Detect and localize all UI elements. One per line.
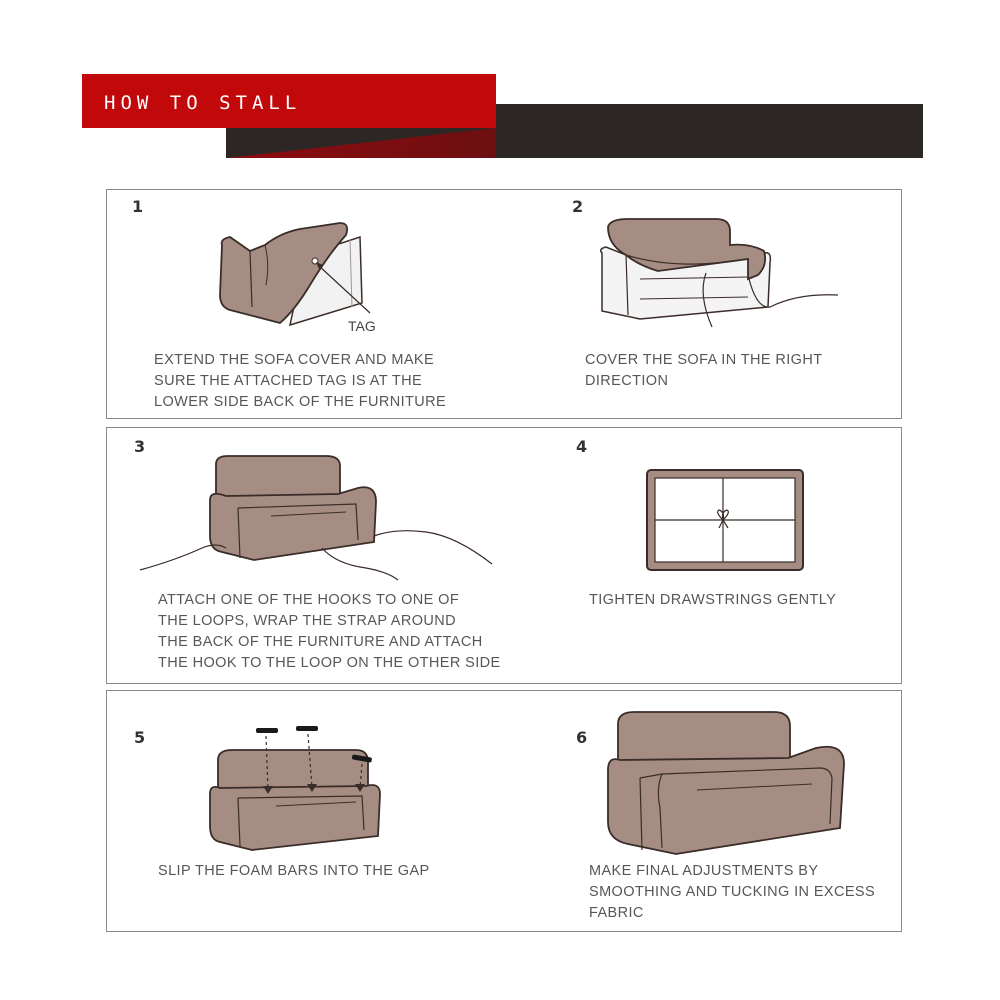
step-4-caption: TIGHTEN DRAWSTRINGS GENTLY — [589, 592, 837, 608]
step-5-caption: SLIP THE FOAM BARS INTO THE GAP — [158, 863, 430, 879]
step-4-illustration — [645, 468, 805, 572]
step-1-illustration — [210, 215, 380, 330]
step-5-illustration — [206, 722, 386, 852]
step-6-illustration — [602, 708, 848, 858]
step-2-caption: COVER THE SOFA IN THE RIGHT DIRECTION — [585, 352, 823, 389]
page-title: HOW TO STALL — [104, 92, 302, 114]
step-3-caption: ATTACH ONE OF THE HOOKS TO ONE OF THE LOOPS, WRAP THE STRAP AROUND THE BACK OF THE FURNITURE AND ATTACH THE HOOK TO THE LOOP ON THE OTHER SIDE — [158, 592, 501, 671]
step-6-caption: MAKE FINAL ADJUSTMENTS BY SMOOTHING AND TUCKING IN EXCESS FABRIC — [589, 863, 876, 921]
step-1-number: 1 — [132, 197, 144, 216]
step-2-number: 2 — [572, 197, 584, 216]
step-1-caption: EXTEND THE SOFA COVER AND MAKE SURE THE ATTACHED TAG IS AT THE LOWER SIDE BACK OF THE FURNITURE — [154, 352, 447, 410]
step-3-illustration — [136, 452, 496, 584]
step-5-number: 5 — [134, 728, 146, 747]
step-4-number: 4 — [576, 437, 588, 456]
step-2-illustration — [598, 215, 843, 335]
tag-label: TAG — [348, 318, 376, 334]
step-3-number: 3 — [134, 437, 146, 456]
step-6-number: 6 — [576, 728, 588, 747]
